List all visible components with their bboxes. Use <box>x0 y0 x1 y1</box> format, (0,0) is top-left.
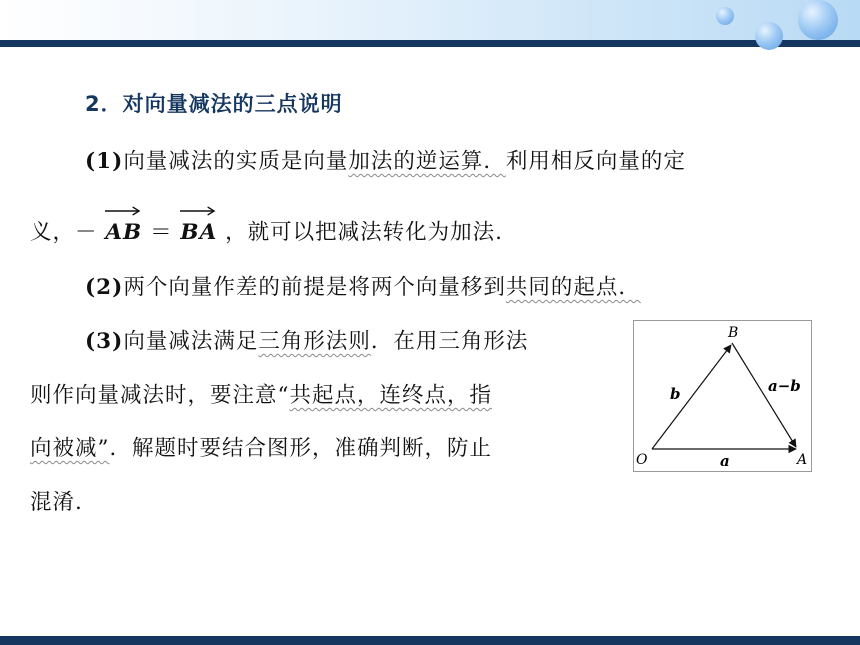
p3-text-b: 三角形法则 <box>258 329 371 354</box>
bubble-large <box>798 0 838 40</box>
p3-line3-a: 向被减” <box>30 436 110 461</box>
paragraph-1-line-1 <box>85 144 686 175</box>
paragraph-3-line-1 <box>85 324 528 355</box>
p3-line4: 混淆. <box>30 490 83 515</box>
header-bar <box>0 40 860 47</box>
p2-text-b: 共同的起点． <box>505 275 641 300</box>
p1-text-b: 加法的逆运算． <box>348 149 506 174</box>
p2-text-a: 两个向量作差的前提是将两个向量移到 <box>123 275 506 300</box>
vector-a-minus-b-label: a−b <box>768 377 801 395</box>
section-heading: 2．对向量减法的三点说明 <box>85 92 343 116</box>
triangle-diagram <box>634 321 811 471</box>
point-O-label: O <box>636 452 648 468</box>
paragraph-3-line-2 <box>30 378 492 409</box>
point-B-label: B <box>728 325 739 341</box>
item-number-3: (3) <box>85 329 124 354</box>
p1-text-c: 利用相反向量的定 <box>505 149 686 174</box>
p3-text-a: 向量减法满足 <box>123 329 259 354</box>
triangle-figure <box>633 320 812 472</box>
equals-sign: ＝ <box>150 220 173 245</box>
footer-bar <box>0 636 860 645</box>
paragraph-3-line-3 <box>30 431 492 462</box>
bubble-small <box>716 7 734 25</box>
p3-line2-b: 共起点，连终点，指 <box>289 383 493 408</box>
vector-b-label: b <box>670 385 681 403</box>
vector-arrow-icon <box>105 206 142 216</box>
vector-BA-label: BA <box>180 220 218 245</box>
paragraph-3-line-4 <box>30 485 83 516</box>
paragraph-2 <box>85 270 641 301</box>
p3-line3-b: ．解题时要结合图形，准确判断，防止 <box>109 436 493 461</box>
vector-a-label: a <box>720 452 730 470</box>
item-number-1: (1) <box>85 149 124 174</box>
p3-text-c: ．在用三角形法 <box>370 329 529 354</box>
vector-AB <box>105 220 142 245</box>
paragraph-1-line-2 <box>30 215 503 246</box>
p1b-text-a: 义，－ <box>30 220 98 245</box>
p3-line2-a: 则作向量减法时，要注意“ <box>30 383 290 408</box>
bubble-medium <box>755 22 783 50</box>
vector-BA <box>180 220 217 245</box>
item-number-2: (2) <box>85 275 124 300</box>
p1b-text-b: ，就可以把减法转化为加法. <box>225 220 503 245</box>
p1-text-a: 向量减法的实质是向量 <box>123 149 349 174</box>
point-A-label: A <box>797 452 808 468</box>
vector-b-arrow <box>652 345 731 449</box>
vector-arrow-icon <box>180 206 217 216</box>
vector-AB-label: AB <box>105 220 143 245</box>
vector-a-minus-b-arrow <box>732 343 796 447</box>
